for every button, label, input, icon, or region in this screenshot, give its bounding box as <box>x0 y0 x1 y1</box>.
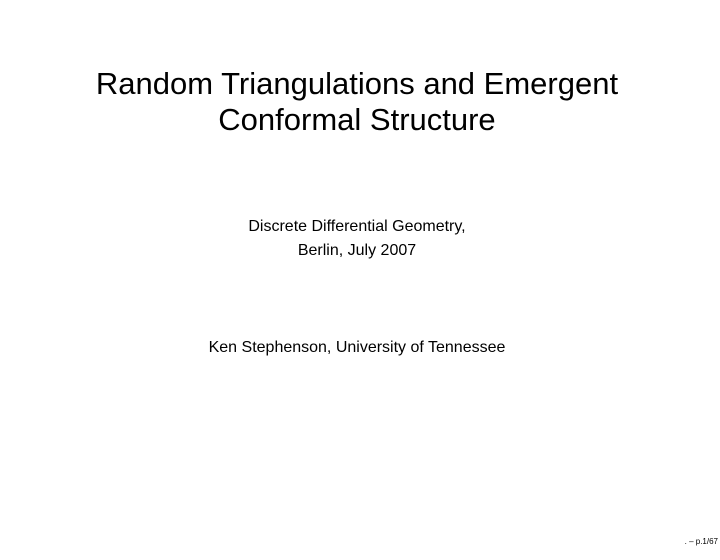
event-name: Discrete Differential Geometry, <box>248 218 466 235</box>
title-line-2: Conformal Structure <box>218 102 496 137</box>
title-line-1: Random Triangulations and Emergent <box>95 66 619 101</box>
slide-title <box>0 66 714 138</box>
author-affiliation: Ken Stephenson, University of Tennessee <box>208 339 506 356</box>
event-place-date: Berlin, July 2007 <box>297 242 417 259</box>
page-number: . – p.1/67 <box>684 537 718 546</box>
event-info <box>0 215 714 263</box>
